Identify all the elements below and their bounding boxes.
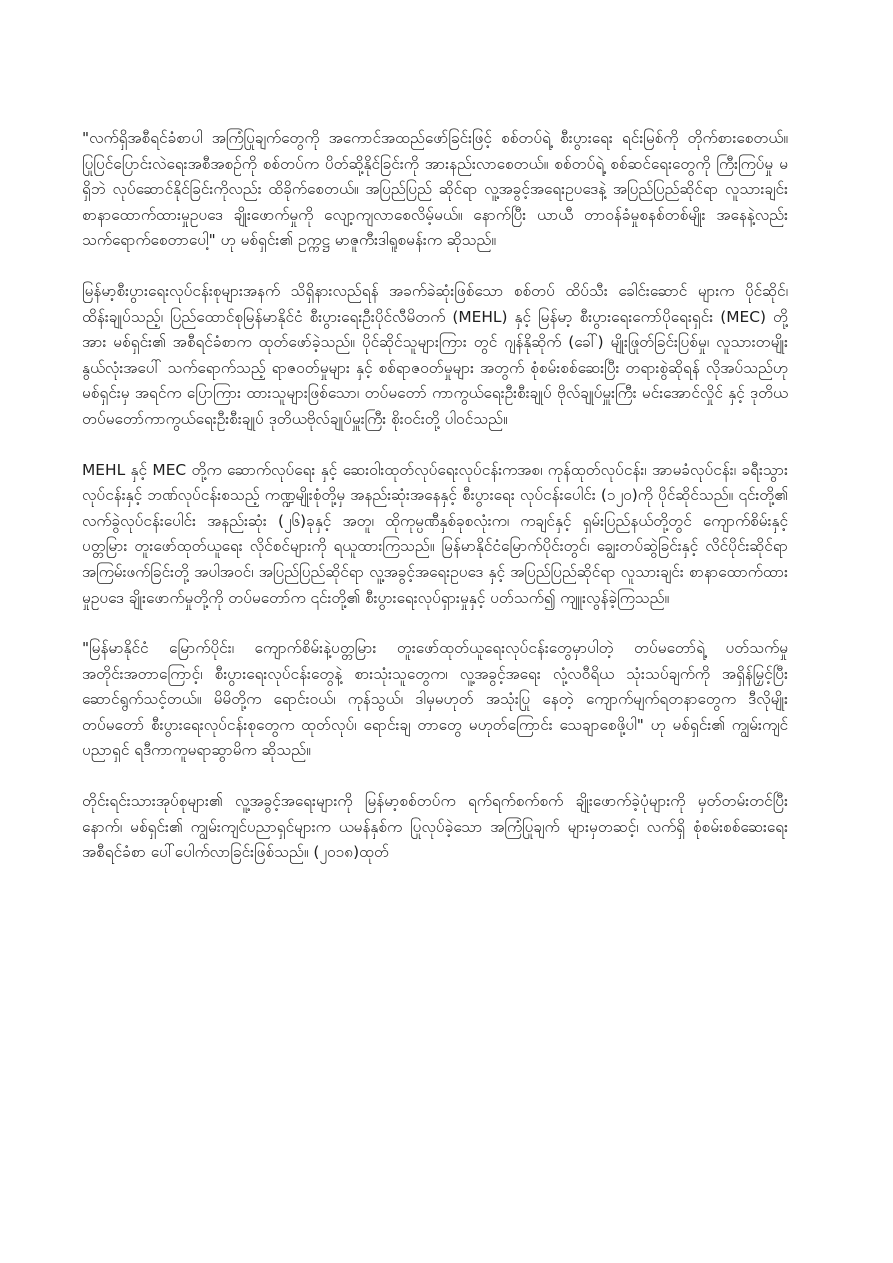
paragraph-3: MEHL နှင့် MEC တို့က ဆောက်လုပ်ရေး နှင့် ဆေးဝါးထုတ်လုပ်ရေးလုပ်ငန်းကအစ၊ ကုန်ထုတ်လုပ်ငန်း၊ အာမခံလုပ်ငန်း၊ ခရီးသွားလုပ်ငန်းနှင့် ဘဏ်လုပ်ငန်းစသည့် ကဏ္ဍမျိုးစုံတို့မှ အနည်းဆုံးအနေနှင့် စီးပွားရေး လုပ်ငန်းပေါင်း (၁၂၀)ကို ပိုင်ဆိုင်သည်။ ၎င်းတို့၏ လက်ခွဲလုပ်ငန်းပေါင်း အနည်းဆုံး (၂၆)ခုနှင့် အတူ၊ ထိုကုမ္ပဏီနှစ်ခုစလုံးက၊ ကချင်နှင့် ရှမ်းပြည်နယ်တို့တွင် ကျောက်စိမ်းနှင့်ပတ္တမြား တူးဖော်ထုတ်ယူရေး လိုင်စင်များကို ရယူထားကြသည်။ မြန်မာနိုင်ငံမြောက်ပိုင်းတွင်၊ ချွေးတပ်ဆွဲခြင်းနှင့် လိင်ပိုင်းဆိုင်ရာ အကြမ်းဖက်ခြင်းတို့ အပါအဝင်၊ အပြည်ပြည်ဆိုင်ရာ လူ့အခွင့်အရေးဥပဒေ နှင့် အပြည်ပြည်ဆိုင်ရာ လူသားချင်း စာနာထောက်ထားမှုဥပဒေ ချိုးဖောက်မှုတို့ကို တပ်မတော်က ၎င်းတို့၏ စီးပွားရေးလုပ်ရှားမှုနှင့် ပတ်သက်၍ ကျူးလွန်ခဲ့ကြသည်။ [82,460,788,607]
document-body [82,126,788,891]
paragraph-5: တိုင်းရင်းသားအုပ်စုများ၏ လူ့အခွင့်အရေးများကို မြန်မာ့စစ်တပ်က ရက်ရက်စက်စက် ချိုးဖောက်ခဲ့ပုံများကို မှတ်တမ်းတင်ပြီးနောက်၊ မစ်ရှင်း၏ ကျွမ်းကျင်ပညာရှင်များက ယမန်နှစ်က ပြုလုပ်ခဲ့သော အကြံပြုချက် များမှတဆင့်၊ လက်ရှိ စုံစမ်းစစ်ဆေးရေး အစီရင်ခံစာ ပေါ်ပေါက်လာခြင်းဖြစ်သည်။ (၂၀၁၈)ထုတ် [82,792,788,862]
paragraph-2: မြန်မာ့စီးပွားရေးလုပ်ငန်းစုများအနက် သိရှိနားလည်ရန် အခက်ခဲဆုံးဖြစ်သော စစ်တပ် ထိပ်သီး ခေါင်းဆောင် များက ပိုင်ဆိုင်၊ ထိန်းချုပ်သည့်၊ ပြည်ထောင်စုမြန်မာနိုင်ငံ စီးပွားရေးဦးပိုင်လီမိတက် (MEHL) နှင့် မြန်မာ့ စီးပွားရေးကော်ပိုရေးရှင်း (MEC) တို့အား မစ်ရှင်း၏ အစီရင်ခံစာက ထုတ်ဖော်ခဲ့သည်။ ပိုင်ဆိုင်သူများကြား တွင် ဂျန်နိုဆိုက် (ခေါ်) မျိုးဖြုတ်ခြင်းပြစ်မှု၊ လူသားတမျိုးနွယ်လုံးအပေါ် သက်ရောက်သည့် ရာဇဝတ်မှုများ နှင့် စစ်ရာဇဝတ်မှုများ အတွက် စုံစမ်းစစ်ဆေးပြီး တရားစွဲဆိုရန် လိုအပ်သည်ဟု မစ်ရှင်းမှ အရင်က ပြောကြား ထားသူများဖြစ်သော၊ တပ်မတော် ကာကွယ်ရေးဦးစီးချုပ် ဗိုလ်ချုပ်မှူးကြီး မင်းအောင်လှိုင် နှင့် ဒုတိယ တပ်မတော်ကာကွယ်ရေးဦးစီးချုပ် ဒုတိယဗိုလ်ချုပ်မှူးကြီး စိုးဝင်းတို့ ပါဝင်သည်။ [82,281,788,428]
paragraph-4: "မြန်မာနိုင်ငံ မြောက်ပိုင်း၊ ကျောက်စိမ်းနဲ့ပတ္တမြား တူးဖော်ထုတ်ယူရေးလုပ်ငန်းတွေမှာပါတဲ့ တပ်မတော်ရဲ့ ပတ်သက်မှု အတိုင်းအတာကြောင့်၊ စီးပွားရေးလုပ်ငန်းတွေနဲ့ စားသုံးသူတွေက၊ လူ့အခွင့်အရေး လုံ့လဝီရိယ သုံးသပ်ချက်ကို အရှိန်မြှင့်ပြီး ဆောင်ရွက်သင့်တယ်။ မိမိတို့က ရောင်းဝယ်၊ ကုန်သွယ်၊ ဒါမှမဟုတ် အသုံးပြု နေတဲ့ ကျောက်မျက်ရတနာတွေက ဒီလိုမျိုး တပ်မတော် စီးပွားရေးလုပ်ငန်းစုတွေက ထုတ်လုပ်၊ ရောင်းချ တာတွေ မဟုတ်ကြောင်း သေချာစေဖို့ပါ" ဟု မစ်ရှင်း၏ ကျွမ်းကျင်ပညာရှင် ရဒီကာကူမရာဆွာမိက ဆိုသည်။ [82,639,788,760]
paragraph-1: "လက်ရှိအစီရင်ခံစာပါ အကြံပြုချက်တွေကို အကောင်အထည်ဖော်ခြင်းဖြင့် စစ်တပ်ရဲ့ စီးပွားရေး ရင်းမြစ်ကို တိုက်စားစေတယ်။ ပြုပြင်ပြောင်းလဲရေးအစီအစဉ်ကို စစ်တပ်က ပိတ်ဆို့နိုင်ခြင်းကို အားနည်းလာစေတယ်။ စစ်တပ်ရဲ့ စစ်ဆင်ရေးတွေကို ကြီးကြပ်မှု မရှိဘဲ လုပ်ဆောင်နိုင်ခြင်းကိုလည်း ထိခိုက်စေတယ်။ အပြည်ပြည် ဆိုင်ရာ လူ့အခွင့်အရေးဥပဒေနဲ့ အပြည်ပြည်ဆိုင်ရာ လူသားချင်းစာနာထောက်ထားမှုဥပဒေ ချိုးဖောက်မှုကို လျော့ကျလာစေလိမ့်မယ်။ နောက်ပြီး ယာယီ တာဝန်ခံမှုစနစ်တစ်မျိုး အနေနဲ့လည်း သက်ရောက်စေတာပေါ့" ဟု မစ်ရှင်း၏ ဥက္ကဋ္ဌ မာဇူကီးဒါရူစမန်းက ဆိုသည်။ [82,129,788,250]
